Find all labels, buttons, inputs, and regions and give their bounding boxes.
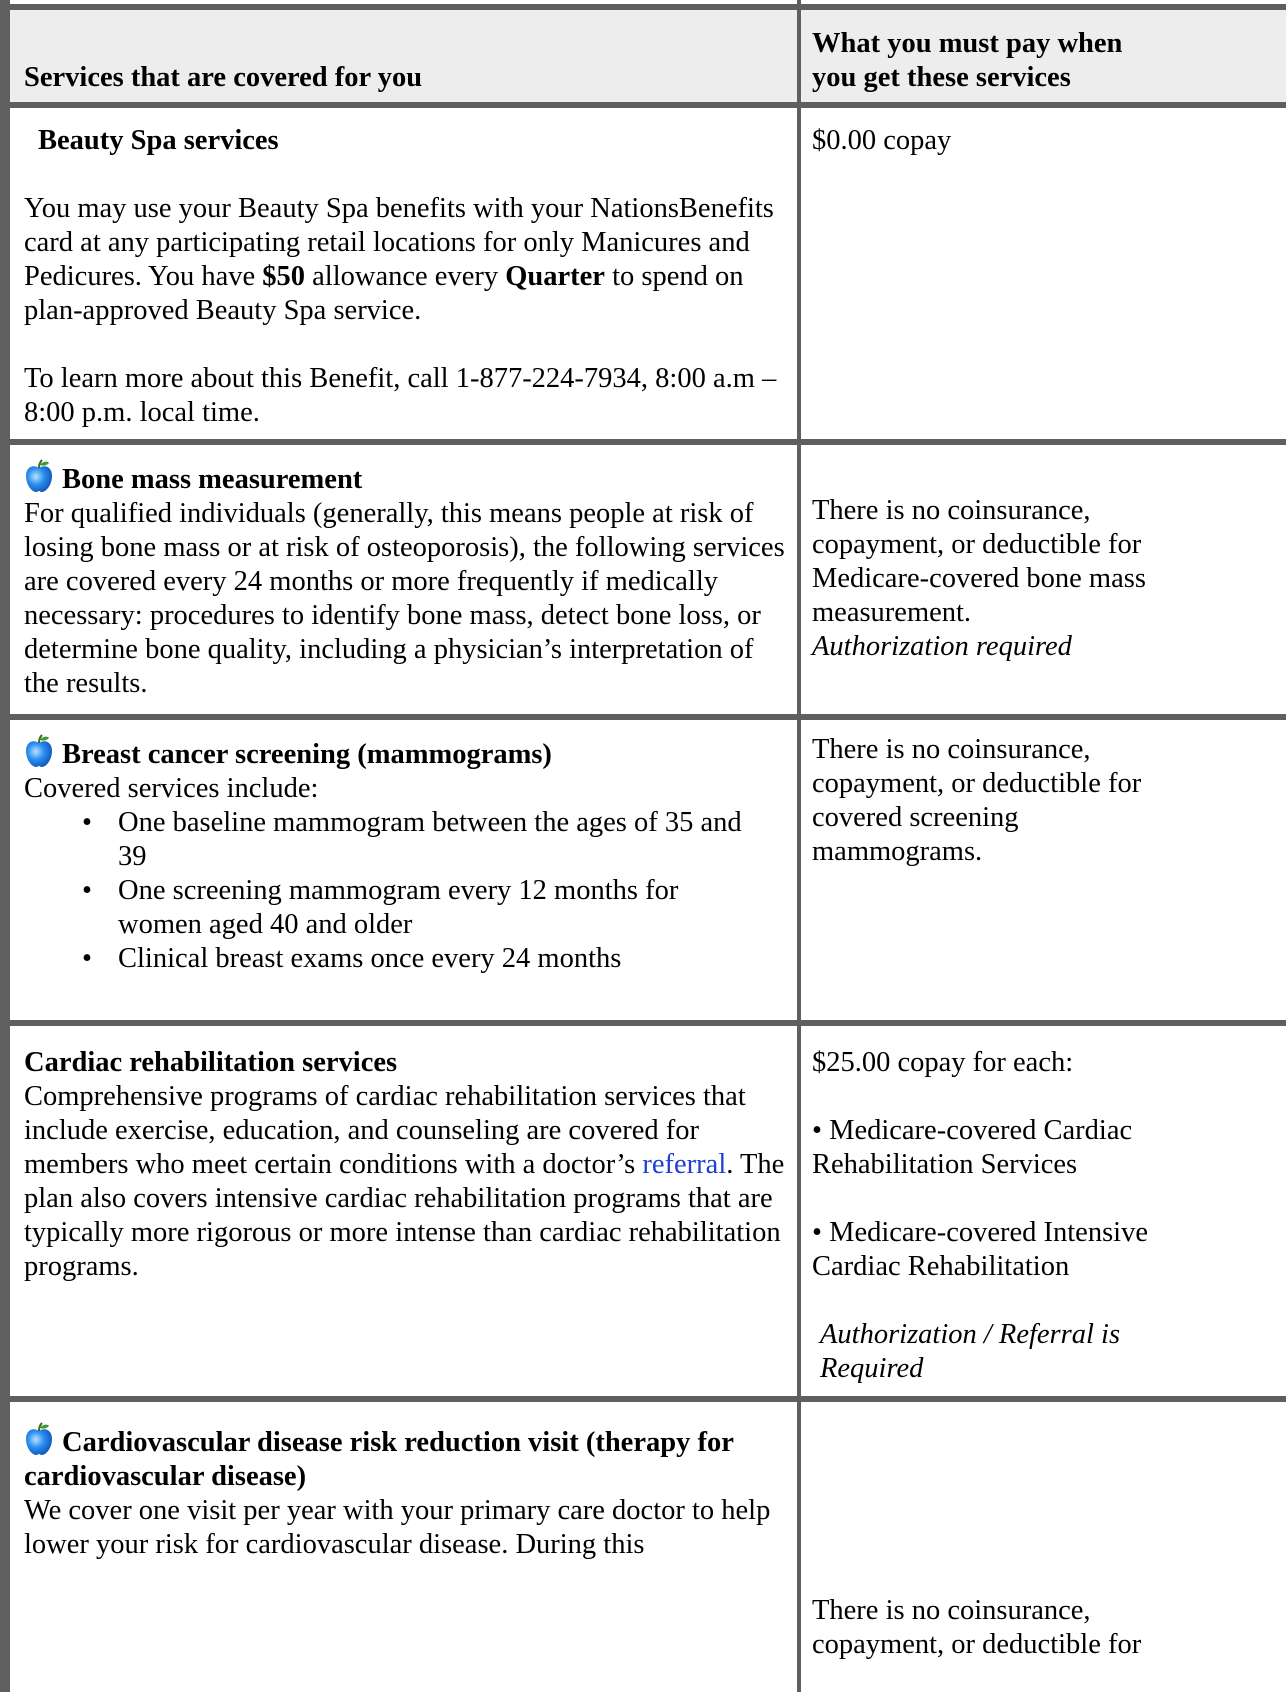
table-row-breast-cancer-screening [24,734,786,976]
service-contact-info: To learn more about this Benefit, call 1-877-224-7934, 8:00 a.m – 8:00 p.m. local time. [24,363,777,428]
authorization-note: Authorization / Referral is Required [820,1319,1121,1384]
table-row-bone-mass [24,459,786,701]
referral-link[interactable]: referral [642,1149,727,1180]
service-description: You may use your Beauty Spa benefits with your NationsBenefits card at any participating retail locations for only Manicures and Pedicures. You have $50 allowance every Quarter to spend on plan-approved Beauty Spa service. [24,193,774,326]
table-top-border [0,4,1286,10]
payment-text: There is no coinsurance, copayment, or deductible for [812,1595,1142,1660]
service-description: For qualified individuals (generally, this means people at risk of losing bone mass or at risk of osteoporosis), the following services are covered every 24 months or more frequently if medically necessary: procedures to identify bone mass, detect bone loss, or determine bone quality, including a physician’s interpretation of the results. [24,498,785,699]
list-item: • One baseline mammogram between the ages of 35 and 39 [24,806,786,874]
service-title: Cardiovascular disease risk reduction visit (therapy for cardiovascular disease) [24,1422,786,1494]
payment-cell [812,733,1176,869]
payment-text: $25.00 copay for each: [812,1047,1074,1078]
service-title: Beauty Spa services [38,125,279,156]
table-row-cardiovascular-risk [24,1422,786,1562]
table-row-cardiac-rehab [24,1046,786,1284]
service-title: Breast cancer screening (mammograms) [24,734,786,772]
column-header-payment: What you must pay when you get these services [812,28,1123,93]
column-header-services: Services that are covered for you [24,62,423,93]
row-divider [0,439,1286,445]
service-title: Cardiac rehabilitation services [24,1047,398,1078]
payment-item: • Medicare-covered Intensive Cardiac Rehabilitation [812,1217,1148,1282]
service-title: Bone mass measurement [24,459,786,497]
apple-icon [24,459,54,493]
row-divider [0,714,1286,720]
row-divider [0,102,1286,108]
payment-cell [812,1046,1176,1386]
payment-cell [812,124,1176,158]
apple-icon [24,1422,54,1456]
payment-text: $0.00 copay [812,125,952,156]
payment-cell [812,1594,1176,1662]
row-divider [0,1020,1286,1026]
table-left-border [0,0,10,1692]
authorization-note: Authorization required [812,631,1072,662]
apple-icon [24,734,54,768]
row-divider [0,1396,1286,1402]
service-description: Comprehensive programs of cardiac rehabilitation services that include exercise, education, and counseling are covered for members who meet certain conditions with a doctor’s referral. The plan also covers intensive cardiac rehabilitation programs that are typically more rigorous or more intense than cardiac rehabilitation programs. [24,1081,785,1282]
column-divider [797,0,801,1692]
payment-text: There is no coinsurance, copayment, or deductible for Medicare-covered bone mass measurement. [812,495,1146,628]
table-row-beauty-spa [24,124,786,430]
list-item: • Clinical breast exams once every 24 months [24,942,786,976]
payment-cell [812,494,1176,664]
covered-services-list [24,806,786,976]
list-item: • One screening mammogram every 12 months for women aged 40 and older [24,874,786,942]
payment-item: • Medicare-covered Cardiac Rehabilitation Services [812,1115,1133,1180]
service-description: We cover one visit per year with your primary care doctor to help lower your risk for cardiovascular disease. During this [24,1495,771,1560]
service-intro: Covered services include: [24,773,319,804]
payment-text: There is no coinsurance, copayment, or deductible for covered screening mammograms. [812,734,1142,867]
